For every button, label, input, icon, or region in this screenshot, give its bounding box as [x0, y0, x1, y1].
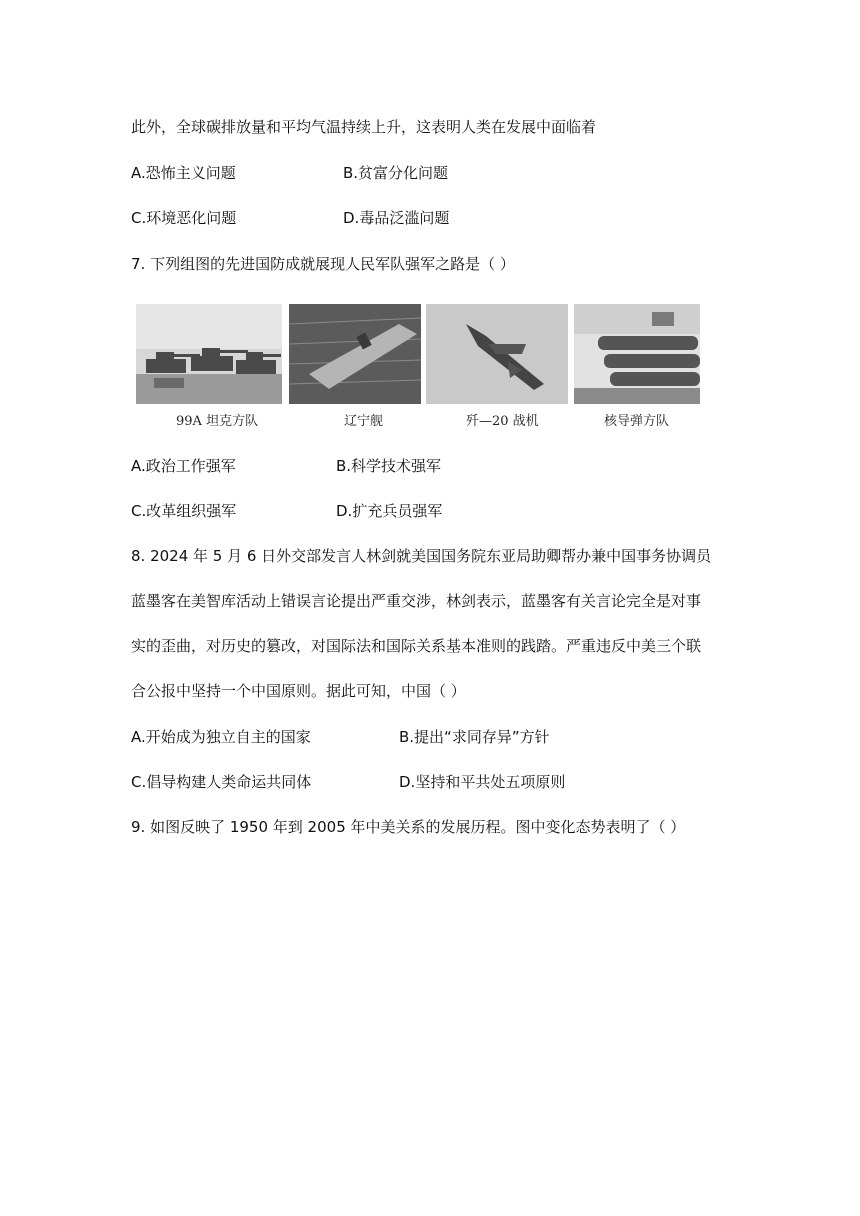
- q9-stem: 9. 如图反映了 1950 年到 2005 年中美关系的发展历程。图中变化态势表明了（ ）: [131, 818, 686, 836]
- q8-line-2: 蓝墨客在美智库活动上错误言论提出严重交涉，林剑表示，蓝墨客有关言论完全是对事: [131, 592, 702, 610]
- q7-stem: 7. 下列组图的先进国防成就展现人民军队强军之路是（ ）: [131, 255, 515, 273]
- q6-option-c: C.环境恶化问题: [131, 209, 237, 227]
- q8-line-1: 8. 2024 年 5 月 6 日外交部发言人林剑就美国国务院东亚局助卿帮办兼中国事务协调员: [131, 547, 712, 565]
- q7-option-d: D.扩充兵员强军: [336, 502, 443, 520]
- q7-option-a: A.政治工作强军: [131, 457, 236, 475]
- q7-option-b: B.科学技术强军: [336, 457, 442, 475]
- q6-stem: 此外，全球碳排放量和平均气温持续上升，这表明人类在发展中面临着: [131, 118, 597, 136]
- tank-photo: [136, 304, 282, 404]
- carrier-photo: [289, 304, 421, 404]
- q8-option-d: D.坚持和平共处五项原则: [399, 773, 566, 791]
- photo-group: [136, 304, 700, 434]
- q8-line-3: 实的歪曲，对历史的篡改，对国际法和国际关系基本准则的践踏。严重违反中美三个联: [131, 637, 702, 655]
- q8-option-c: C.倡导构建人类命运共同体: [131, 773, 312, 791]
- missile-photo: [574, 304, 700, 404]
- q7-option-c: C.改革组织强军: [131, 502, 237, 520]
- q8-option-a: A.开始成为独立自主的国家: [131, 728, 311, 746]
- q8-option-b: B.提出“求同存异”方针: [399, 728, 550, 746]
- q6-option-b: B.贫富分化问题: [343, 164, 449, 182]
- caption-jet: 歼—20 战机: [466, 414, 539, 429]
- q6-option-a: A.恐怖主义问题: [131, 164, 236, 182]
- q8-line-4: 合公报中坚持一个中国原则。据此可知，中国（ ）: [131, 682, 466, 700]
- caption-carrier: 辽宁舰: [344, 414, 384, 429]
- caption-tank: 99A 坦克方队: [176, 414, 259, 429]
- caption-missile: 核导弹方队: [604, 414, 670, 429]
- jet-photo: [426, 304, 568, 404]
- q6-option-d: D.毒品泛滥问题: [343, 209, 450, 227]
